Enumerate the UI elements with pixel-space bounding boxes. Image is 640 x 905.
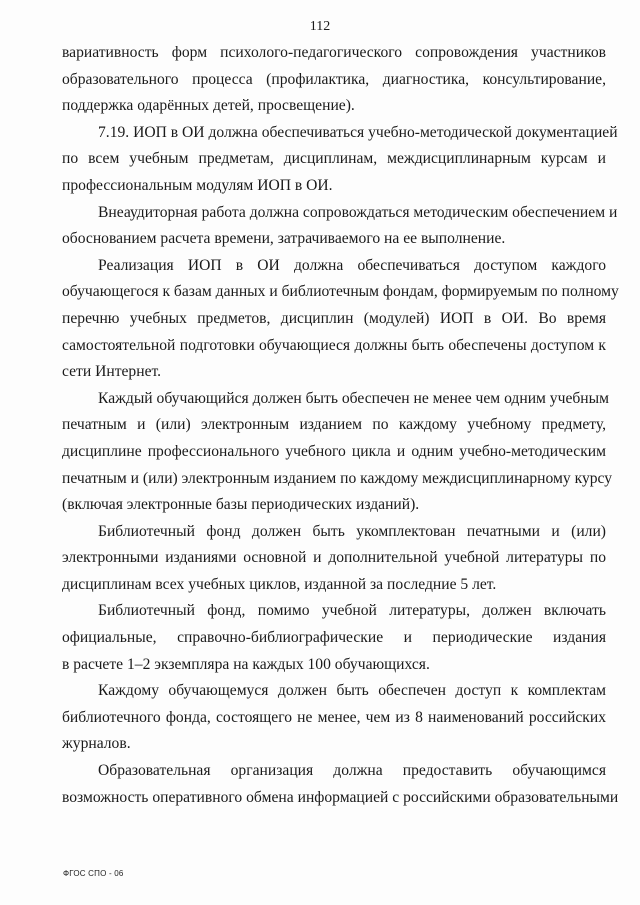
text-line: электронными изданиями основной и дополнительной учебной литературы по <box>62 549 606 567</box>
text-line: вариативность форм психолого-педагогического сопровождения участников <box>62 44 606 61</box>
document-body <box>62 40 619 811</box>
paragraph <box>62 598 606 678</box>
text-line: 7.19. ИОП в ОИ должна обеспечиваться учебно-методической документацией <box>98 123 618 141</box>
text-line: возможность оперативного обмена информацией с российскими образовательными <box>62 788 619 806</box>
paragraph <box>62 758 619 811</box>
text-line: дисциплине профессионального учебного цикла и одним учебно-методическим <box>62 442 606 460</box>
text-line: Образовательная организация должна предоставить обучающимся <box>98 762 606 780</box>
text-line: печатным и (или) электронным изданием по каждому учебному предмету, <box>62 416 606 434</box>
text-line: Реализация ИОП в ОИ должна обеспечиваться доступом каждого <box>98 256 606 274</box>
text-line: самостоятельной подготовки обучающиеся должны быть обеспечены доступом к <box>62 336 606 354</box>
text-line: Библиотечный фонд должен быть укомплектован печатными и (или) <box>98 522 606 540</box>
text-line: библиотечного фонда, состоящего не менее, чем из 8 наименований российских <box>62 708 606 726</box>
text-line: по всем учебным предметам, дисциплинам, междисциплинарным курсам и <box>62 150 606 168</box>
paragraph <box>62 200 618 253</box>
text-line: дисциплинам всех учебных циклов, изданной за последние 5 лет. <box>62 575 497 593</box>
paragraph <box>62 678 606 758</box>
text-line: официальные, справочно-библиографические и периодические издания <box>62 629 606 647</box>
page-footer: ФГОС СПО - 06 <box>63 869 124 878</box>
paragraph <box>62 253 619 386</box>
page-number: 112 <box>309 19 331 34</box>
text-line: обоснованием расчета времени, затрачиваемого на ее выполнение. <box>62 230 506 248</box>
text-line: поддержка одарённых детей, просвещение). <box>62 97 355 115</box>
paragraph <box>62 40 606 120</box>
paragraph <box>62 519 606 599</box>
text-line: обучающегося к базам данных и библиотечным фондам, формируемым по полному <box>62 283 619 301</box>
text-line: сети Интернет. <box>62 363 162 381</box>
text-line: перечню учебных предметов, дисциплин (модулей) ИОП в ОИ. Во время <box>62 309 606 327</box>
text-line: Библиотечный фонд, помимо учебной литературы, должен включать <box>98 602 606 620</box>
text-line: Внеаудиторная работа должна сопровождаться методическим обеспечением и <box>98 203 618 221</box>
text-line: образовательного процесса (профилактика, диагностика, консультирование, <box>62 70 606 88</box>
text-line: Каждому обучающемуся должен быть обеспечен доступ к комплектам <box>98 682 606 700</box>
text-line: печатным и (или) электронным изданием по каждому междисциплинарному курсу <box>62 469 613 487</box>
text-line: журналов. <box>62 735 131 753</box>
paragraph <box>62 386 613 519</box>
paragraph <box>62 120 618 200</box>
text-line: Каждый обучающийся должен быть обеспечен не менее чем одним учебным <box>98 389 609 407</box>
text-line: (включая электронные базы периодических изданий). <box>62 496 420 514</box>
text-line: в расчете 1–2 экземпляра на каждых 100 обучающихся. <box>62 655 430 673</box>
text-line: профессиональным модулям ИОП в ОИ. <box>62 176 333 194</box>
